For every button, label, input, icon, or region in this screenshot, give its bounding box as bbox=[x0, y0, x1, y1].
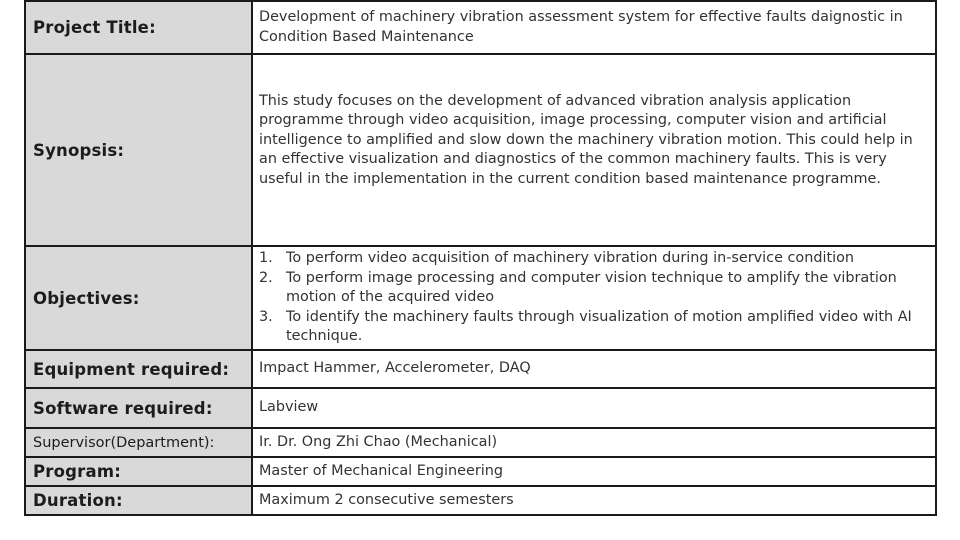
objective-text: To identify the machinery faults through visualization of motion amplified video with AI technique. bbox=[286, 308, 912, 345]
duration-value: Maximum 2 consecutive semesters bbox=[252, 486, 936, 515]
project-title-value: Development of machinery vibration assessment system for effective faults daignostic in Condition Based Maintenance bbox=[252, 1, 936, 54]
objective-item bbox=[259, 308, 929, 347]
supervisor-label: Supervisor(Department): bbox=[25, 428, 252, 457]
project-title-row bbox=[25, 1, 936, 54]
objectives-label: Objectives: bbox=[25, 246, 252, 350]
software-row bbox=[25, 388, 936, 428]
objective-text: To perform image processing and computer vision technique to amplify the vibration motion of the acquired video bbox=[286, 269, 897, 306]
synopsis-label: Synopsis: bbox=[25, 54, 252, 246]
duration-row bbox=[25, 486, 936, 515]
equipment-value: Impact Hammer, Accelerometer, DAQ bbox=[252, 350, 936, 388]
program-label: Program: bbox=[25, 457, 252, 486]
objective-number: 3. bbox=[259, 308, 273, 325]
program-value: Master of Mechanical Engineering bbox=[252, 457, 936, 486]
duration-label: Duration: bbox=[25, 486, 252, 515]
project-title-label: Project Title: bbox=[25, 1, 252, 54]
objectives-cell bbox=[252, 246, 936, 350]
objective-item bbox=[259, 249, 929, 268]
software-value: Labview bbox=[252, 388, 936, 428]
equipment-row bbox=[25, 350, 936, 388]
software-label: Software required: bbox=[25, 388, 252, 428]
equipment-label: Equipment required: bbox=[25, 350, 252, 388]
program-row bbox=[25, 457, 936, 486]
objective-item bbox=[259, 269, 929, 308]
supervisor-row bbox=[25, 428, 936, 457]
objective-text: To perform video acquisition of machinery vibration during in-service condition bbox=[286, 250, 855, 267]
synopsis-cell bbox=[252, 54, 936, 246]
objectives-list bbox=[259, 249, 929, 346]
synopsis-row bbox=[25, 54, 936, 246]
objective-number: 2. bbox=[259, 269, 273, 286]
supervisor-value: Ir. Dr. Ong Zhi Chao (Mechanical) bbox=[252, 428, 936, 457]
project-details-table bbox=[24, 0, 937, 516]
objectives-row bbox=[25, 246, 936, 350]
synopsis-value: This study focuses on the development of advanced vibration analysis application programme through video acquisition, image processing, computer vision and artificial intelligence to amplified and slow down the machinery vibration motion. This could help in an effective visualization and diagnostics of the common machinery faults. This is very useful in the implementation in the current condition based maintenance programme. bbox=[259, 93, 913, 187]
objective-number: 1. bbox=[259, 250, 273, 267]
